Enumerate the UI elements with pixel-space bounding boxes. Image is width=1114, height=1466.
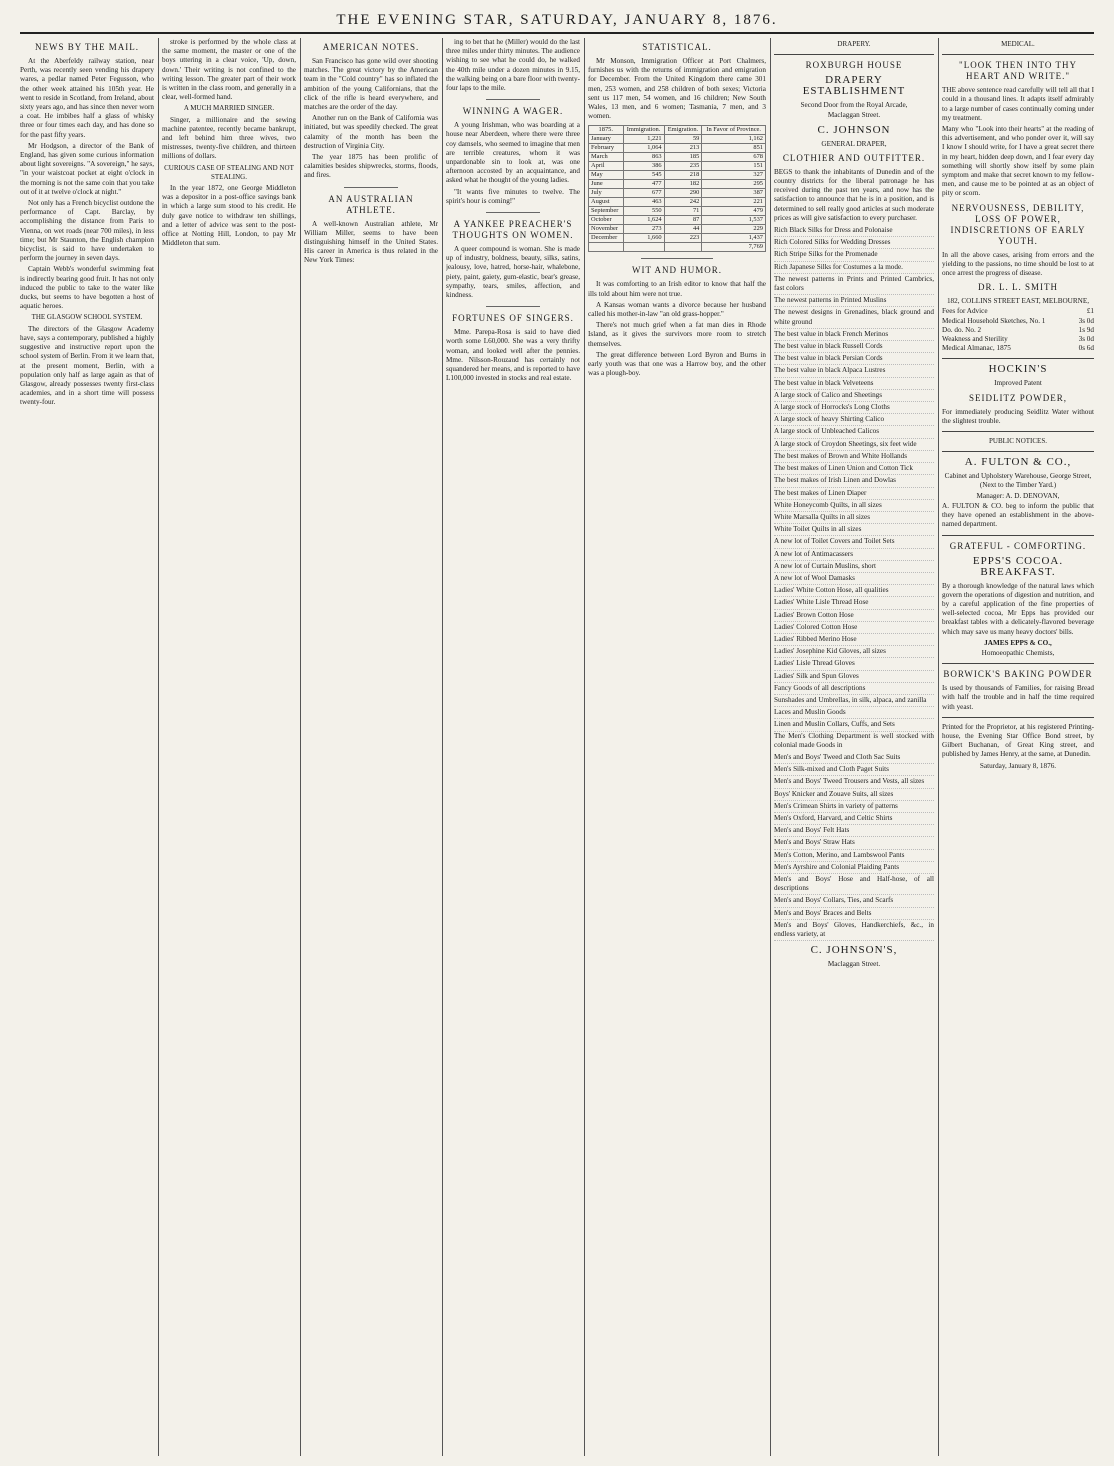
- table-cell: [664, 243, 702, 252]
- list-item: Men's and Boys' Collars, Ties, and Scarfs: [774, 895, 934, 907]
- table-cell: 677: [623, 189, 664, 198]
- item-list: [774, 225, 934, 732]
- column-drapery: [774, 38, 934, 1456]
- column-news-by-mail: [20, 38, 154, 1456]
- table-cell: April: [589, 162, 624, 171]
- table-cell: 463: [623, 198, 664, 207]
- table-header-row: [589, 126, 766, 135]
- list-item: Men's and Boys' Tweed Trousers and Vests, all sizes: [774, 776, 934, 788]
- table-cell: 387: [702, 189, 766, 198]
- table-cell: 386: [623, 162, 664, 171]
- table-row: [589, 144, 766, 153]
- table-cell: 678: [702, 153, 766, 162]
- address: Second Door from the Royal Arcade,: [800, 101, 908, 110]
- table-cell: 290: [664, 189, 702, 198]
- list-item: Rich Black Silks for Dress and Polonaise: [774, 225, 934, 237]
- list-item: White Toilet Quilts in all sizes: [774, 524, 934, 536]
- divider: [942, 431, 1094, 432]
- list-item: Men's and Boys' Straw Hats: [774, 837, 934, 849]
- table-cell: 273: [623, 225, 664, 234]
- table-row: [589, 207, 766, 216]
- table-cell: September: [589, 207, 624, 216]
- fee-label: Fees for Advice: [942, 307, 988, 316]
- list-item: A large stock of Horrocks's Long Cloths: [774, 402, 934, 414]
- table-cell: May: [589, 171, 624, 180]
- table-row: [589, 135, 766, 144]
- section-label: PUBLIC NOTICES.: [989, 437, 1047, 446]
- paragraph: It was comforting to an Irish editor to know that half the ills told about him were not true.: [588, 280, 766, 298]
- column-american-notes: [304, 38, 438, 1456]
- fee-label: Do. do. No. 2: [942, 325, 982, 334]
- table-cell: 1,437: [702, 234, 766, 243]
- column-four: [446, 38, 580, 1456]
- table-cell: 229: [702, 225, 766, 234]
- subheading: CURIOUS CASE OF STEALING AND NOT STEALING.: [164, 163, 294, 181]
- footer-street: Maclaggan Street.: [827, 960, 881, 969]
- table-cell: 151: [702, 162, 766, 171]
- table-total: 7,769: [702, 243, 766, 252]
- heading-american-notes: AMERICAN NOTES.: [322, 42, 420, 52]
- table-cell: 545: [623, 171, 664, 180]
- list-item: Men's and Boys' Felt Hats: [774, 825, 934, 837]
- list-item: The best makes of Irish Linen and Dowlas: [774, 475, 934, 487]
- table-cell: 213: [664, 144, 702, 153]
- table-cell: 550: [623, 207, 664, 216]
- table-row: [589, 234, 766, 243]
- list-item: White Honeycomb Quilts, in all sizes: [774, 500, 934, 512]
- paragraph: The great difference between Lord Byron and Burns in early youth was that one was a Harrow boy, and the other was a plough-boy.: [588, 350, 766, 378]
- paragraph: Many who "Look into their hearts" at the reading of this advertisement, and who ponder over it, will say I know I should write, for I have a great secret there in my heart, hidden deep down, and I fear every day something will shortly show itself by some plain symptom and make that secret known to my fellow-men, and cause me to be pointed at as an object of pity or scorn.: [942, 125, 1094, 198]
- paragraph: Mr Hodgson, a director of the Bank of England, has given some curious information about light sovereigns. "A sovereign," he says, "in your waistcoat pocket at eight o'clock in the morning is not the same coin that you take out of it at twelve o'clock at night.": [20, 141, 154, 196]
- list-item: A new lot of Curtain Muslins, short: [774, 561, 934, 573]
- table-cell: March: [589, 153, 624, 162]
- paragraph: At the Aberfeldy railway station, near Perth, was recently seen vending his drapery wares, a pedlar named Peter Fegusson, who the other week attained his 105th year. He went to reside in Scotland, from Ireland, about sixty years ago, and has since then never worn a coat. He imbibes half a glass of whisky three or four times each day, and has done so for the past fifty years.: [20, 57, 154, 139]
- table-row: [589, 171, 766, 180]
- list-item: The best value in black Russell Cords: [774, 341, 934, 353]
- paragraph: Is used by thousands of Families, for raising Bread with half the trouble and in half the time required with yeast.: [942, 684, 1094, 711]
- street: Maclaggan Street.: [827, 111, 881, 120]
- paragraph: In all the above cases, arising from errors and the yielding to the passions, no time should be lost to at once arrest the progress of disease.: [942, 250, 1094, 278]
- list-item: Ladies' White Lisle Thread Hose: [774, 597, 934, 609]
- imprint: Printed for the Proprietor, at his registered Printing-house, the Evening Star Office Bond street, by Gilbert Buchanan, of Great King street, and published by James Henry, at the same, at Dunedin.: [942, 722, 1094, 759]
- list-item: The best makes of Brown and White Hollands: [774, 451, 934, 463]
- doctor-name: DR. L. L. SMITH: [978, 282, 1058, 293]
- divider: [942, 54, 1094, 55]
- paragraph: For immediately producing Seidlitz Water without the slightest trouble.: [942, 407, 1094, 425]
- list-item: The best value in black French Merinos: [774, 329, 934, 341]
- table-header: Immigration.: [623, 126, 664, 135]
- table-cell: [623, 243, 664, 252]
- list-item: The best makes of Linen Union and Cotton Tick: [774, 463, 934, 475]
- heading-drapery-establishment: DRAPERY ESTABLISHMENT: [802, 74, 906, 98]
- heading-yankee-preacher: A YANKEE PREACHER'S THOUGHTS ON WOMEN.: [452, 219, 574, 241]
- epps-signature-2: Homoeopathic Chemists,: [981, 648, 1055, 657]
- proprietor-name: C. JOHNSON: [817, 123, 891, 136]
- heading-winning-wager: WINNING A WAGER.: [462, 106, 564, 117]
- fulton-manager: Manager: A. D. DENOVAN,: [976, 491, 1060, 500]
- paragraph: Mr Monson, Immigration Officer at Port Chalmers, furnishes us with the returns of immigration and emigration for December. From the United Kingdom there came 301 men, 253 women, and 258 children of both sexes; Victoria sent us 117 men, 54 women, and 16 children; New South Wales, 13 men, and 6 women; Tasmania, 7 men, and 3 women.: [588, 57, 766, 121]
- subtitle: Improved Patent: [994, 379, 1042, 388]
- paragraph: BEGS to thank the inhabitants of Dunedin and of the country districts for the liberal patronage he has received during the past ten years, and now has the satisfaction to announce that he is in a position, and is determined to sell really good articles at such moderate prices as will give satisfaction to every purchaser.: [774, 167, 934, 222]
- item-list: [774, 752, 934, 941]
- table-cell: February: [589, 144, 624, 153]
- list-item: Ladies' White Cotton Hose, all qualities: [774, 585, 934, 597]
- table-cell: August: [589, 198, 624, 207]
- table-cell: 182: [664, 180, 702, 189]
- divider: [942, 358, 1094, 359]
- list-item: Sunshades and Umbrellas, in silk, alpaca, and zanilla: [774, 695, 934, 707]
- divider: [774, 54, 934, 55]
- list-item: Linen and Muslin Collars, Cuffs, and Sets: [774, 719, 934, 731]
- masthead: THE EVENING STAR, SATURDAY, JANUARY 8, 1876.: [20, 10, 1094, 34]
- heading-grateful: GRATEFUL - COMFORTING.: [949, 540, 1087, 551]
- list-item: Ladies' Silk and Spun Gloves: [774, 671, 934, 683]
- table-cell: 1,537: [702, 216, 766, 225]
- table-cell: 242: [664, 198, 702, 207]
- table-cell: 1,660: [623, 234, 664, 243]
- heading-epps: EPPS'S COCOA. BREAKFAST.: [972, 554, 1064, 578]
- list-item: Laces and Muslin Goods: [774, 707, 934, 719]
- paragraph: stroke is performed by the whole class at the same moment, the master or one of the boys uttering in a clear voice, 'Up, down, down.' Their writing is not confined to the writing lesson. The greater part of their work is written in the class room, and generally in a clear, well-formed hand.: [162, 38, 296, 102]
- list-item: Men's Cotton, Merino, and Lambswool Pants: [774, 850, 934, 862]
- list-item: The best value in black Alpaca Lustres: [774, 365, 934, 377]
- column-rule: [442, 38, 443, 1456]
- epps-signature: JAMES EPPS & CO.,: [984, 638, 1052, 647]
- fee-list: [942, 307, 1094, 353]
- table-cell: October: [589, 216, 624, 225]
- column-rule: [770, 38, 771, 1456]
- fee-row: [942, 335, 1094, 344]
- table-row: [589, 180, 766, 189]
- list-item: Men's Silk-mixed and Cloth Paget Suits: [774, 764, 934, 776]
- heading-look-then: "LOOK THEN INTO THY HEART AND WRITE.": [959, 60, 1077, 82]
- list-item: Ladies' Brown Cotton Hose: [774, 610, 934, 622]
- list-item: The best makes of Linen Diaper: [774, 488, 934, 500]
- list-item: The best value in black Persian Cords: [774, 353, 934, 365]
- paragraph: THE above sentence read carefully will tell all that I could in a thousand lines. It adapts itself admirably to a large number of cases continually coming under my treatment.: [942, 86, 1094, 122]
- divider: [486, 212, 540, 213]
- table-cell: 87: [664, 216, 702, 225]
- fee-value: 1s 9d: [1078, 325, 1094, 334]
- fee-row: [942, 307, 1094, 316]
- table-cell: July: [589, 189, 624, 198]
- heading-statistical: STATISTICAL.: [642, 42, 712, 52]
- fee-row: [942, 317, 1094, 326]
- subheading: A MUCH MARRIED SINGER.: [183, 104, 275, 113]
- section-label: MEDICAL.: [1001, 40, 1035, 48]
- table-row: [589, 216, 766, 225]
- paragraph: Not only has a French bicyclist outdone the performance of Capt. Barclay, by accomplishing the distance from Paris to Vienna, on wet roads (near 700 miles), in less time; but Mr Staunton, the English champion bicyclist, is said to have undertaken to perform the journey in seven days.: [20, 199, 154, 263]
- doctor-address: 182, COLLINS STREET EAST, MELBOURNE,: [946, 297, 1090, 306]
- table-row: [589, 198, 766, 207]
- heading-seidlitz: SEIDLITZ POWDER,: [969, 392, 1067, 403]
- table-cell: 295: [702, 180, 766, 189]
- list-item: Ladies' Josephine Kid Gloves, all sizes: [774, 646, 934, 658]
- fee-value: 3s 0d: [1078, 316, 1094, 325]
- table-header: 1875.: [589, 126, 624, 135]
- trade: GENERAL DRAPER,: [821, 139, 887, 148]
- table-cell: 185: [664, 153, 702, 162]
- immigration-table: [588, 125, 766, 252]
- list-item: Men's and Boys' Hose and Half-hose, of all descriptions: [774, 874, 934, 895]
- section-label: DRAPERY.: [837, 40, 871, 48]
- paragraph: Singer, a millionaire and the sewing machine patentee, recently became bankrupt, and left behind him three wives, two mistresses, twenty-five children, and thirteen millions of dollars.: [162, 115, 296, 161]
- fee-label: Medical Almanac, 1875: [942, 344, 1011, 353]
- table-cell: [589, 243, 624, 252]
- paragraph: In the year 1872, one George Middleton was a depositor in a post-office savings bank in which a large sum stood to his credit. He duly gave notice to withdraw ten shillings, and a letter of advice was sent to the post-office at Notting Hill, London, to pay Mr Middleton that sum.: [162, 184, 296, 248]
- list-item: Rich Japanese Silks for Costumes a la mode.: [774, 262, 934, 274]
- paragraph: Mme. Parepa-Rosa is said to have died worth some L60,000. She was a very thrifty woman, and looked well after the pennies. Mme. Nilsson-Rouzaud has certainly not squandered her means, and is reported to have L100,000 invested in stocks and real estate.: [446, 328, 580, 383]
- list-item: Men's and Boys' Tweed and Cloth Sac Suits: [774, 752, 934, 764]
- list-item: The newest patterns in Printed Muslins: [774, 295, 934, 307]
- fee-row: [942, 344, 1094, 353]
- paragraph: San Francisco has gone wild over shooting matches. The great victory by the American team in the "Cold country" has so inflated the ambition of the young Californians, that the click of the rifle is heard everywhere, and matches are the order of the day.: [304, 57, 438, 112]
- list-item: The best value in black Velveteens: [774, 378, 934, 390]
- column-two: [162, 38, 296, 1456]
- heading-borwick: BORWICK'S BAKING POWDER: [943, 669, 1093, 680]
- list-item: A large stock of Unbleached Calicos: [774, 426, 934, 438]
- list-item: White Marsalla Quilts in all sizes: [774, 512, 934, 524]
- heading-wit-humor: WIT AND HUMOR.: [631, 265, 723, 276]
- fee-row: [942, 326, 1094, 335]
- column-medical: [942, 38, 1094, 1456]
- divider: [344, 187, 398, 188]
- fee-label: Medical Household Sketches, No. 1: [942, 316, 1046, 325]
- fulton-address: Cabinet and Upholstery Warehouse, George Street, (Next to the Timber Yard.): [944, 472, 1092, 490]
- divider: [486, 99, 540, 100]
- paragraph: Captain Webb's wonderful swimming feat is indirectly bearing good fruit. It has not only induced the public to take to the water like ducks, but seems to have begotten a host of aquatic heroes.: [20, 265, 154, 311]
- table-cell: December: [589, 234, 624, 243]
- fee-value: 3s 0d: [1078, 335, 1094, 344]
- column-rule: [158, 38, 159, 1456]
- list-item: Fancy Goods of all descriptions: [774, 683, 934, 695]
- list-item: A large stock of Calico and Sheetings: [774, 390, 934, 402]
- list-item: Men's Crimean Shirts in variety of patterns: [774, 801, 934, 813]
- table-header: In Favor of Province.: [702, 126, 766, 135]
- fee-value: 0s 6d: [1078, 344, 1094, 353]
- imprint-date: Saturday, January 8, 1876.: [979, 761, 1057, 770]
- paragraph: A Kansas woman wants a divorce because her husband called his mother-in-law "an old grass-hopper.": [588, 300, 766, 319]
- heading-hockins: HOCKIN'S: [988, 363, 1048, 376]
- column-rule: [938, 38, 939, 1456]
- paragraph: A. FULTON & CO. beg to inform the public that they have opened an establishment in the above-named department.: [942, 501, 1094, 529]
- table-body: [589, 135, 766, 252]
- paragraph: ing to bet that he (Miller) would do the last three miles under thirty minutes. The audience wishing to see what he could do, he walked the 40th mile under a dozen minutes in 9.15, the walking being on a bare floor with twenty-four laps to the mile.: [446, 38, 580, 93]
- paragraph: "It wants five minutes to twelve. The spirit's hour is coming!": [446, 187, 580, 205]
- table-cell: 223: [664, 234, 702, 243]
- table-row: [589, 225, 766, 234]
- table-cell: 479: [702, 207, 766, 216]
- list-item: Ladies' Colored Cotton Hose: [774, 622, 934, 634]
- list-item: Ladies' Ribbed Merino Hose: [774, 634, 934, 646]
- fee-value: £1: [1086, 307, 1094, 316]
- table-cell: 235: [664, 162, 702, 171]
- heading-fulton: A. FULTON & CO.,: [964, 456, 1072, 469]
- list-item: Men's Ayrshire and Colonial Plaiding Pants: [774, 862, 934, 874]
- divider: [486, 306, 540, 307]
- column-rule: [300, 38, 301, 1456]
- table-cell: 44: [664, 225, 702, 234]
- list-item: The newest patterns in Prints and Printed Cambrics, fast colors: [774, 274, 934, 295]
- list-item: A new lot of Toilet Covers and Toilet Sets: [774, 536, 934, 548]
- heading-fortunes-singers: FORTUNES OF SINGERS.: [452, 313, 574, 324]
- paragraph: The directors of the Glasgow Academy have, says a contemporary, published a highly suggestive and instructive report upon the school system of Berlin. From it we learn that, at the present moment, Berlin, with a population only half as large again as that of Glasgow, already possesses twenty first-class academies, and in a short time will possess twenty-four.: [20, 324, 154, 407]
- heading-australian-athlete: AN AUSTRALIAN ATHLETE.: [328, 193, 414, 215]
- table-cell: 59: [664, 135, 702, 144]
- table-row: [589, 189, 766, 198]
- list-item: A large stock of Croydon Sheetings, six feet wide: [774, 439, 934, 451]
- table-cell: January: [589, 135, 624, 144]
- table-header: Emigration.: [664, 126, 702, 135]
- fee-label: Weakness and Sterility: [942, 335, 1008, 344]
- footer-name: C. JOHNSON'S,: [810, 944, 898, 957]
- divider: [942, 717, 1094, 718]
- column-statistical: [588, 38, 766, 1456]
- list-item: A new lot of Wool Damasks: [774, 573, 934, 585]
- paragraph: The year 1875 has been prolific of calamities besides shipwrecks, storms, floods, and fires.: [304, 153, 438, 180]
- divider: [641, 258, 712, 259]
- table-cell: June: [589, 180, 624, 189]
- table-cell: 851: [702, 144, 766, 153]
- list-item: Men's and Boys' Gloves, Handkerchiefs, &c., in endless variety, at: [774, 920, 934, 941]
- table-cell: November: [589, 225, 624, 234]
- divider: [942, 663, 1094, 664]
- paragraph: Another run on the Bank of California was initiated, but was speedily checked. The great calamity of the month has been the destruction of Virginia City.: [304, 114, 438, 150]
- heading-roxburgh-house: ROXBURGH HOUSE: [805, 60, 903, 71]
- paragraph: There's not much grief when a fat man dies in Rhode Island, as it gives the survivors more room to stretch themselves.: [588, 321, 766, 348]
- table-cell: 221: [702, 198, 766, 207]
- heading-nervousness: NERVOUSNESS, DEBILITY, LOSS OF POWER, INDISCRETIONS OF EARLY YOUTH.: [950, 202, 1086, 246]
- table-cell: 218: [664, 171, 702, 180]
- list-item: Ladies' Lisle Thread Gloves: [774, 658, 934, 670]
- paragraph: The Men's Clothing Department is well stocked with colonial made Goods in: [774, 731, 934, 749]
- table-cell: 1,064: [623, 144, 664, 153]
- list-item: A large stock of heavy Shirting Calico: [774, 414, 934, 426]
- column-rule: [584, 38, 585, 1456]
- table-row: [589, 153, 766, 162]
- list-item: Rich Colored Silks for Wedding Dresses: [774, 237, 934, 249]
- subheading: THE GLASGOW SCHOOL SYSTEM.: [31, 313, 143, 322]
- table-cell: 327: [702, 171, 766, 180]
- paragraph: By a thorough knowledge of the natural laws which govern the operations of digestion and nutrition, and by a careful application of the fine properties of well-selected cocoa, Mr Epps has provided our breakfast tables with a delicately-flavored beverage which may save us many heavy doctors' bills.: [942, 581, 1094, 636]
- paragraph: A queer compound is woman. She is made up of industry, boldness, beauty, silks, satins, jealousy, love, hatred, horse-hair, whalebone, piety, paint, gaiety, gum-elastic, bear's grease, sympathy, tears, smiles, affection, and kindness.: [446, 245, 580, 300]
- list-item: Men's and Boys' Braces and Belts: [774, 908, 934, 920]
- table-cell: 1,624: [623, 216, 664, 225]
- table-cell: 477: [623, 180, 664, 189]
- heading-news-by-mail: NEWS BY THE MAIL.: [35, 42, 139, 52]
- table-cell: 863: [623, 153, 664, 162]
- divider: [942, 451, 1094, 452]
- list-item: The newest designs in Grenadines, black ground and white ground: [774, 307, 934, 328]
- trade-2: CLOTHIER AND OUTFITTER.: [782, 152, 926, 163]
- table-total-row: [589, 243, 766, 252]
- list-item: Men's Oxford, Harvard, and Celtic Shirts: [774, 813, 934, 825]
- list-item: A new lot of Antimacassers: [774, 549, 934, 561]
- table-cell: 1,221: [623, 135, 664, 144]
- table-row: [589, 162, 766, 171]
- list-item: Rich Stripe Silks for the Promenade: [774, 249, 934, 261]
- list-item: Boys' Knicker and Zouave Suits, all sizes: [774, 789, 934, 801]
- paragraph: A young Irishman, who was boarding at a house near Aberdeen, where there were three coy damsels, who seemed to imagine that men are terrible creatures, whom it was unpardonable sin to look at, was one afternoon accosted by an acquaintance, and asked what he thought of the young ladies.: [446, 121, 580, 185]
- divider: [942, 535, 1094, 536]
- table-cell: 1,162: [702, 135, 766, 144]
- paragraph: A well-known Australian athlete, Mr William Miller, seems to have been distinguishing himself in the United States. His career in America is thus related in the New York Times:: [304, 219, 438, 265]
- table-cell: 71: [664, 207, 702, 216]
